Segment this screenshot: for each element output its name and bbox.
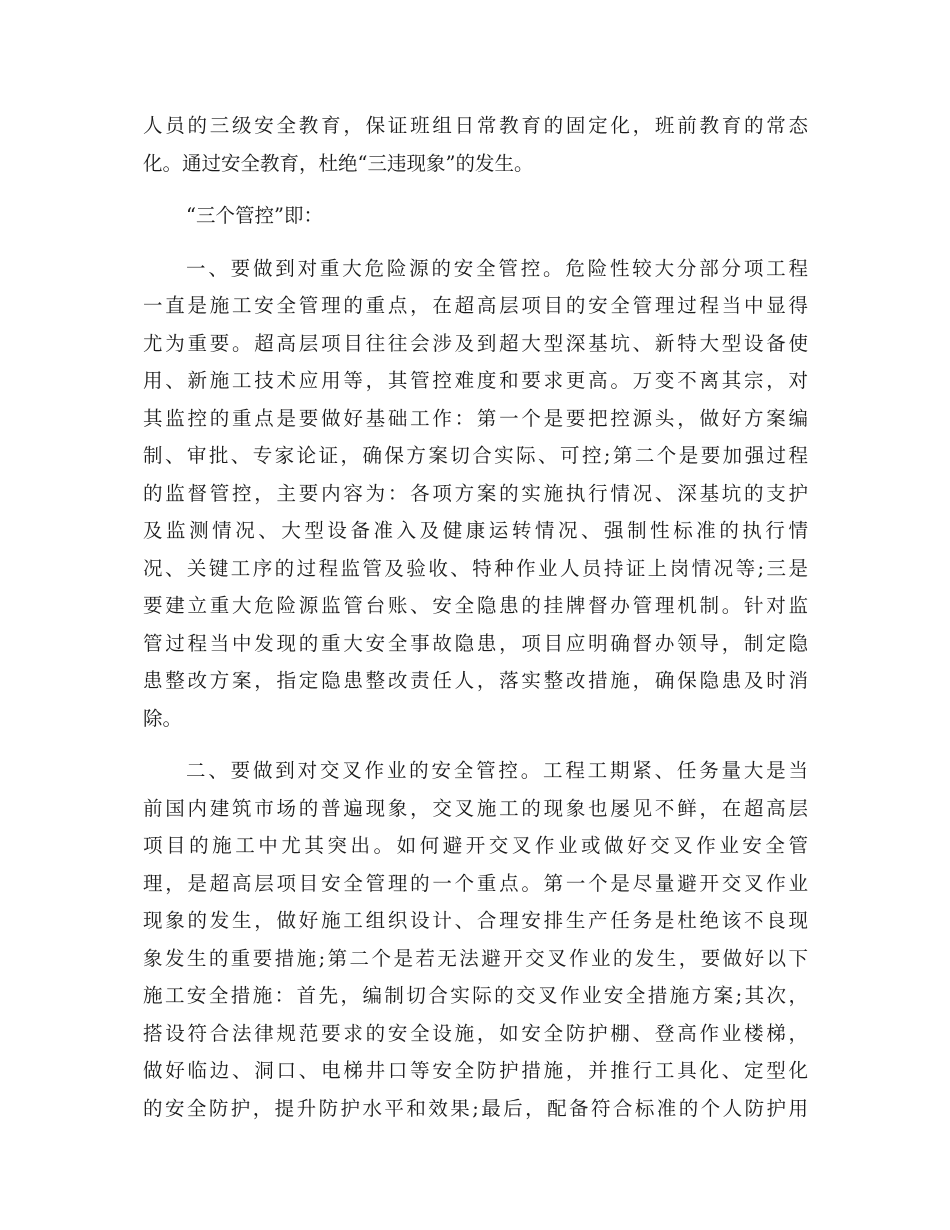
paragraph-4-line-8: 搭设符合法律规范要求的安全设施，如安全防护棚、登高作业楼梯， <box>143 1022 808 1045</box>
paragraph-3-line-12: 患整改方案，指定隐患整改责任人，落实整改措施，确保隐患及时消 <box>143 669 808 692</box>
paragraph-3-line-5: 其监控的重点是要做好基础工作：第一个是要把控源头，做好方案编 <box>143 407 808 430</box>
paragraph-4-line-1: 二、要做到对交叉作业的安全管控。工程工期紧、任务量大是当 <box>186 759 808 782</box>
paragraph-3-line-11: 管过程当中发现的重大安全事故隐患，项目应明确督办领导，制定隐 <box>143 632 808 655</box>
paragraph-1-line-2: 化。通过安全教育，杜绝“三违现象”的发生。 <box>143 152 534 175</box>
paragraph-3-line-6: 制、审批、专家论证，确保方案切合实际、可控;第二个是要加强过程 <box>143 444 808 467</box>
paragraph-3-line-13: 除。 <box>143 707 183 730</box>
paragraph-1-line-1: 人员的三级安全教育，保证班组日常教育的固定化，班前教育的常态 <box>143 114 808 137</box>
paragraph-2-line-1: “三个管控”即： <box>186 204 323 227</box>
paragraph-3-line-10: 要建立重大危险源监管台账、安全隐患的挂牌督办管理机制。针对监 <box>143 594 808 617</box>
paragraph-3-line-3: 尤为重要。超高层项目往往会涉及到超大型深基坑、新特大型设备使 <box>143 332 808 355</box>
paragraph-3-line-8: 及监测情况、大型设备准入及健康运转情况、强制性标准的执行情 <box>143 519 808 542</box>
paragraph-3-line-2: 一直是施工安全管理的重点，在超高层项目的安全管理过程当中显得 <box>143 294 808 317</box>
paragraph-3-line-7: 的监督管控，主要内容为：各项方案的实施执行情况、深基坑的支护 <box>143 482 808 505</box>
paragraph-4-line-3: 项目的施工中尤其突出。如何避开交叉作业或做好交叉作业安全管 <box>143 834 808 857</box>
paragraph-3-line-4: 用、新施工技术应用等，其管控难度和要求更高。万变不离其宗，对 <box>143 369 808 392</box>
paragraph-4-line-4: 理，是超高层项目安全管理的一个重点。第一个是尽量避开交叉作业 <box>143 872 808 895</box>
paragraph-4-line-2: 前国内建筑市场的普遍现象，交叉施工的现象也屡见不鲜，在超高层 <box>143 797 808 820</box>
paragraph-4-line-5: 现象的发生，做好施工组织设计、合理安排生产任务是杜绝该不良现 <box>143 909 808 932</box>
paragraph-4-line-6: 象发生的重要措施;第二个是若无法避开交叉作业的发生，要做好以下 <box>143 947 808 970</box>
paragraph-4-line-9: 做好临边、洞口、电梯井口等安全防护措施，并推行工具化、定型化 <box>143 1059 808 1082</box>
paragraph-3-line-9: 况、关键工序的过程监管及验收、特种作业人员持证上岗情况等;三是 <box>143 557 808 580</box>
paragraph-4-line-7: 施工安全措施：首先，编制切合实际的交叉作业安全措施方案;其次， <box>143 984 808 1007</box>
paragraph-4-line-10: 的安全防护，提升防护水平和效果;最后，配备符合标准的个人防护用 <box>143 1097 808 1120</box>
paragraph-3-line-1: 一、要做到对重大危险源的安全管控。危险性较大分部分项工程 <box>186 257 808 280</box>
